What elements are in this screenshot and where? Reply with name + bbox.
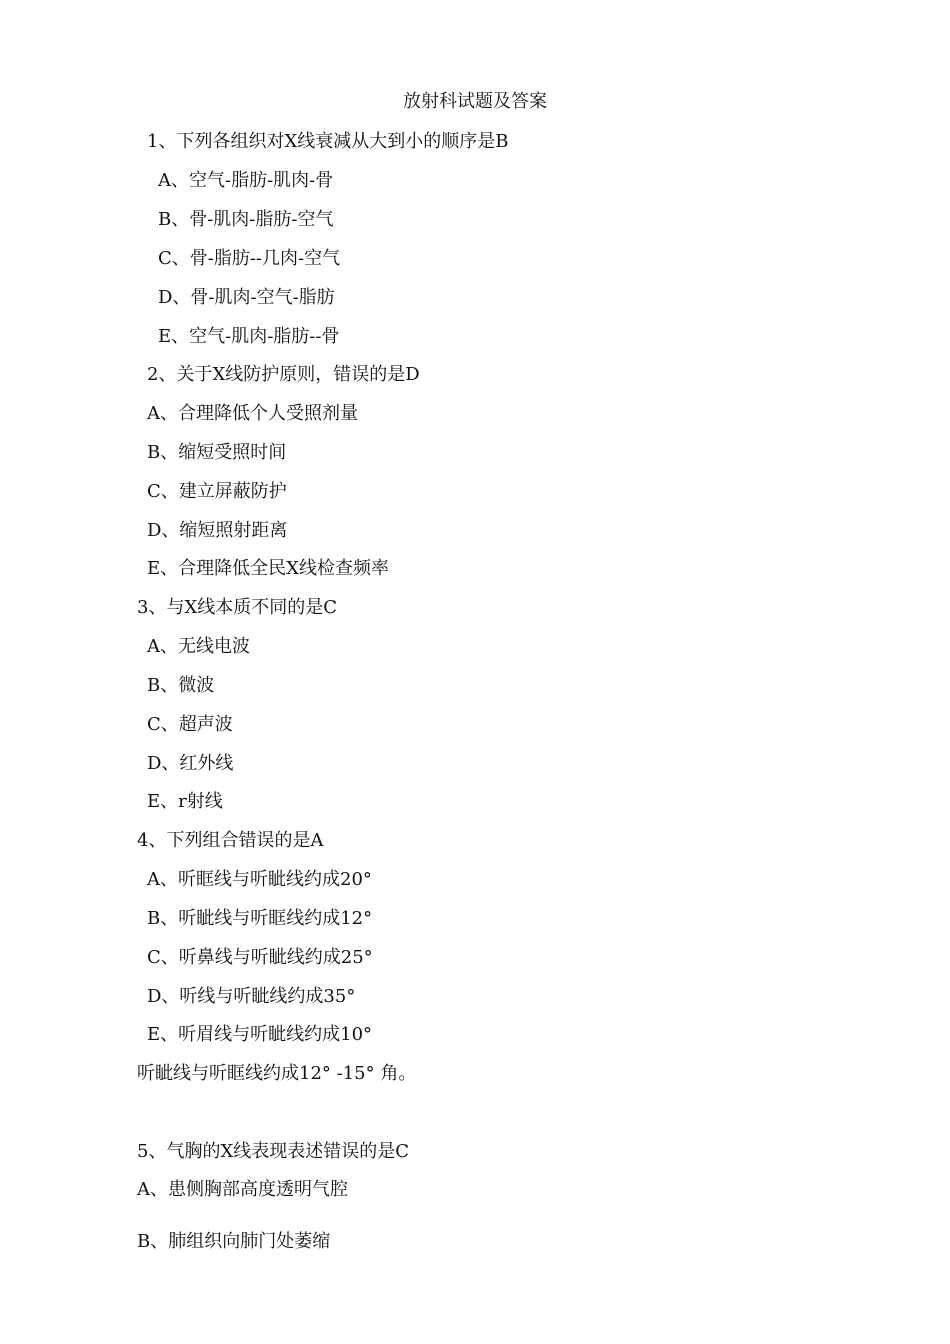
question-1: 1、下列各组织对X线衰减从大到小的顺序是B	[147, 131, 509, 152]
question-2: 2、关于X线防护原则，错误的是D	[147, 364, 420, 385]
q1-option-e: E、空气-肌肉-脂肪--骨	[158, 326, 340, 347]
q3-option-e: E、r射线	[147, 791, 223, 812]
question-5: 5、气胸的X线表现表述错误的是C	[137, 1141, 410, 1162]
q4-explanation: 听眦线与听眶线约成12° -15° 角。	[137, 1063, 417, 1084]
q4-option-a: A、听眶线与听眦线约成20°	[147, 869, 372, 890]
q4-option-c: C、听鼻线与听眦线约成25°	[147, 947, 373, 968]
question-4: 4、下列组合错误的是A	[137, 830, 324, 851]
document-title: 放射科试题及答案	[403, 91, 547, 112]
q4-option-e: E、听眉线与听眦线约成10°	[147, 1024, 373, 1045]
q3-option-a: A、无线电波	[147, 636, 250, 657]
q2-option-d: D、缩短照射距离	[147, 520, 288, 541]
q1-option-b: B、骨-肌肉-脂肪-空气	[158, 209, 334, 230]
q2-option-e: E、合理降低全民X线检查频率	[147, 558, 389, 579]
q2-option-a: A、合理降低个人受照剂量	[147, 403, 358, 424]
q5-option-a: A、患侧胸部高度透明气腔	[137, 1179, 348, 1200]
q4-option-d: D、听线与听眦线约成35°	[147, 986, 356, 1007]
q1-option-a: A、空气-脂肪-肌肉-骨	[158, 170, 334, 191]
q3-option-b: B、微波	[147, 675, 215, 696]
q1-option-d: D、骨-肌肉-空气-脂肪	[158, 287, 335, 308]
q4-option-b: B、听眦线与听眶线约成12°	[147, 908, 373, 929]
q3-option-d: D、红外线	[147, 753, 234, 774]
q5-option-b: B、肺组织向肺门处萎缩	[137, 1231, 331, 1252]
q2-option-b: B、缩短受照时间	[147, 442, 287, 463]
question-3: 3、与X线本质不同的是C	[137, 597, 338, 618]
q2-option-c: C、建立屏蔽防护	[147, 481, 287, 502]
q1-option-c: C、骨-脂肪--几肉-空气	[158, 248, 341, 269]
q3-option-c: C、超声波	[147, 714, 233, 735]
